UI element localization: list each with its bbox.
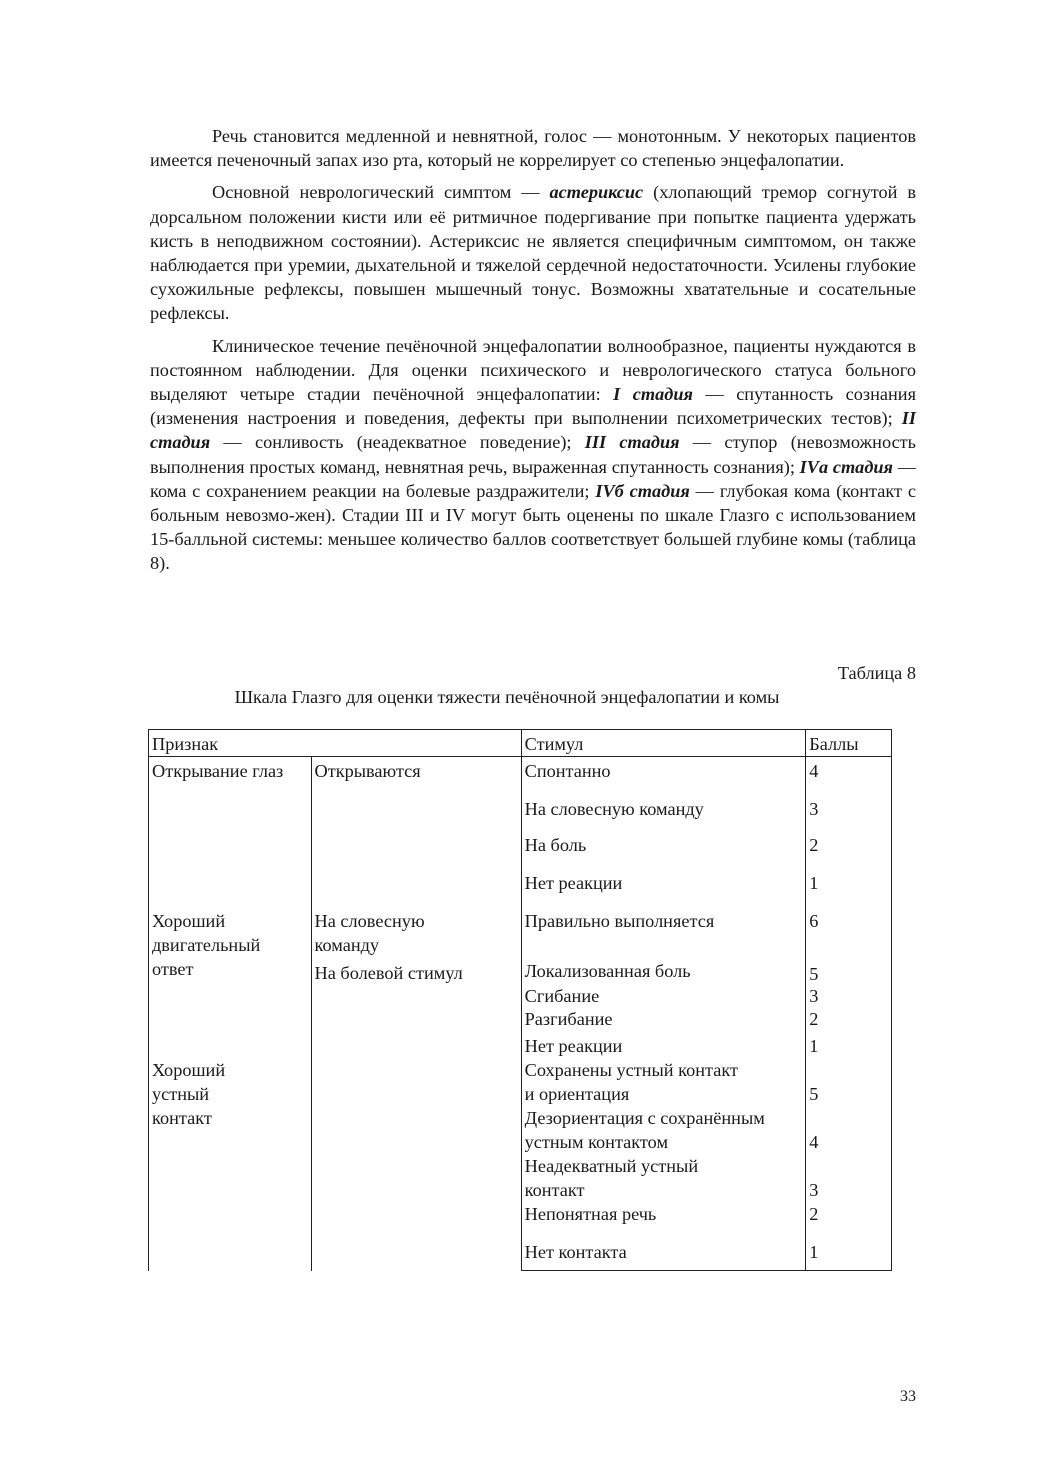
stimulus-cell: На боль xyxy=(521,833,806,871)
table-row xyxy=(149,757,892,798)
stage-2-term: II стадия xyxy=(150,408,916,453)
stage-4a-term: IVа стадия xyxy=(799,456,893,477)
sign-eyes: Открывание глаз xyxy=(149,757,312,798)
stage-1-term: I стадия xyxy=(613,384,693,405)
stimulus-cell: Локализованная боль xyxy=(521,961,806,985)
sub-motor-verbal: На словесную команду xyxy=(311,909,521,961)
stimulus-cell: Дезориентация с сохранённым устным контактом xyxy=(521,1106,806,1154)
score-cell: 2 xyxy=(806,1007,892,1034)
stimulus-cell: Сохранены устный контакт и ориентация xyxy=(521,1058,806,1106)
stimulus-cell: Нет контакта xyxy=(521,1240,806,1271)
paragraph-2-text-b: (хлопающий тремор согнутой в дорсальном положении кисти или её ритмичное подергивание при попытке пациента удержать кисть в неподвижном состоянии). Астериксис не является специфичным симптомом, он также наблюдается при уремии, дыхательной и тяжелой сердечной недостаточности. Усилены глубокие сухожильные рефлексы, повышен мышечный тонус. Возможны хватательные и сосательные рефлексы. xyxy=(150,182,916,324)
glasgow-scale-table xyxy=(148,729,892,1271)
score-cell: 3 xyxy=(806,985,892,1007)
score-cell: 3 xyxy=(806,1154,892,1202)
sign-verbal: Хороший устный контакт xyxy=(149,1058,312,1271)
stimulus-cell: На словесную команду xyxy=(521,797,806,833)
score-cell: 3 xyxy=(806,797,892,833)
paragraph-3-text-b: — спутанность сознания (изменения настроения и поведения, дефекты при выполнении психометрических тестов); xyxy=(150,384,916,429)
table-number: Таблица 8 xyxy=(837,663,916,683)
stimulus-cell: Сгибание xyxy=(521,985,806,1007)
table-row xyxy=(149,797,892,833)
paragraph-1: Речь становится медленной и невнятной, голос — монотонным. У некоторых пациентов имеется печеночный запах изо рта, который не коррелирует со степенью энцефалопатии. xyxy=(150,126,916,171)
score-cell: 2 xyxy=(806,1202,892,1240)
table-row xyxy=(149,871,892,909)
paragraph-2-text-a: Основной неврологический симптом — xyxy=(212,182,550,203)
page-number: 33 xyxy=(900,1388,916,1405)
term-asterixis: астериксис xyxy=(549,182,644,203)
paragraph-3-text-d: — ступор (невозможность выполнения простых команд, невнятная речь, выраженная спутанность сознания); xyxy=(150,432,917,477)
header-score: Баллы xyxy=(806,730,892,757)
paragraph-2 xyxy=(150,180,916,325)
table-row xyxy=(149,909,892,961)
stage-4b-term: IVб стадия xyxy=(595,480,690,501)
header-sign: Признак xyxy=(149,730,522,757)
score-cell: 6 xyxy=(806,909,892,961)
header-stimulus: Стимул xyxy=(521,730,806,757)
score-cell: 1 xyxy=(806,1034,892,1058)
stage-3-term: III стадия xyxy=(584,432,680,453)
table-title: Шкала Глазго для оценки тяжести печёночной энцефалопатии и комы xyxy=(234,687,780,707)
paragraph-3-text-a: Клиническое течение печёночной энцефалопатии волнообразное, пациенты нуждаются в постоянном наблюдении. Для оценки психического и неврологического статуса больного выделяют четыре стадии печёночной энцефалопатии: xyxy=(150,335,916,405)
score-cell: 5 xyxy=(806,1058,892,1106)
stimulus-cell: Неадекватный устный контакт xyxy=(521,1154,806,1202)
stimulus-cell: Нет реакции xyxy=(521,1034,806,1058)
paragraph-3-text-f: — глубокая кома (контакт с больным невозмо-жен). Стадии III и IV могут быть оценены по шкале Глазго с использованием 15-балльной системы: меньшее количество баллов соответствует большей глубине комы (таблица 8). xyxy=(150,480,916,574)
paragraph-3-text-e: — кома с сохранением реакции на болевые раздражители; xyxy=(150,456,917,501)
stimulus-cell: Правильно выполняется xyxy=(521,909,806,961)
stimulus-cell: Спонтанно xyxy=(521,757,806,798)
paragraph-3-text-c: — сонливость (неадекватное поведение); xyxy=(210,432,585,453)
sub-eyes: Открываются xyxy=(311,757,521,798)
score-cell: 4 xyxy=(806,1106,892,1154)
score-cell: 2 xyxy=(806,833,892,871)
score-cell: 5 xyxy=(806,961,892,985)
sub-motor-pain: На болевой стимул xyxy=(311,961,521,1058)
table-header-row xyxy=(149,730,892,757)
stimulus-cell: Нет реакции xyxy=(521,871,806,909)
paragraph-3 xyxy=(150,334,916,576)
body-text xyxy=(150,124,916,584)
table-row xyxy=(149,1058,892,1106)
score-cell: 4 xyxy=(806,757,892,798)
table-row xyxy=(149,833,892,871)
score-cell: 1 xyxy=(806,1240,892,1271)
sign-motor: Хороший двигательный ответ xyxy=(149,909,312,1058)
stimulus-cell: Непонятная речь xyxy=(521,1202,806,1240)
stimulus-cell: Разгибание xyxy=(521,1007,806,1034)
score-cell: 1 xyxy=(806,871,892,909)
